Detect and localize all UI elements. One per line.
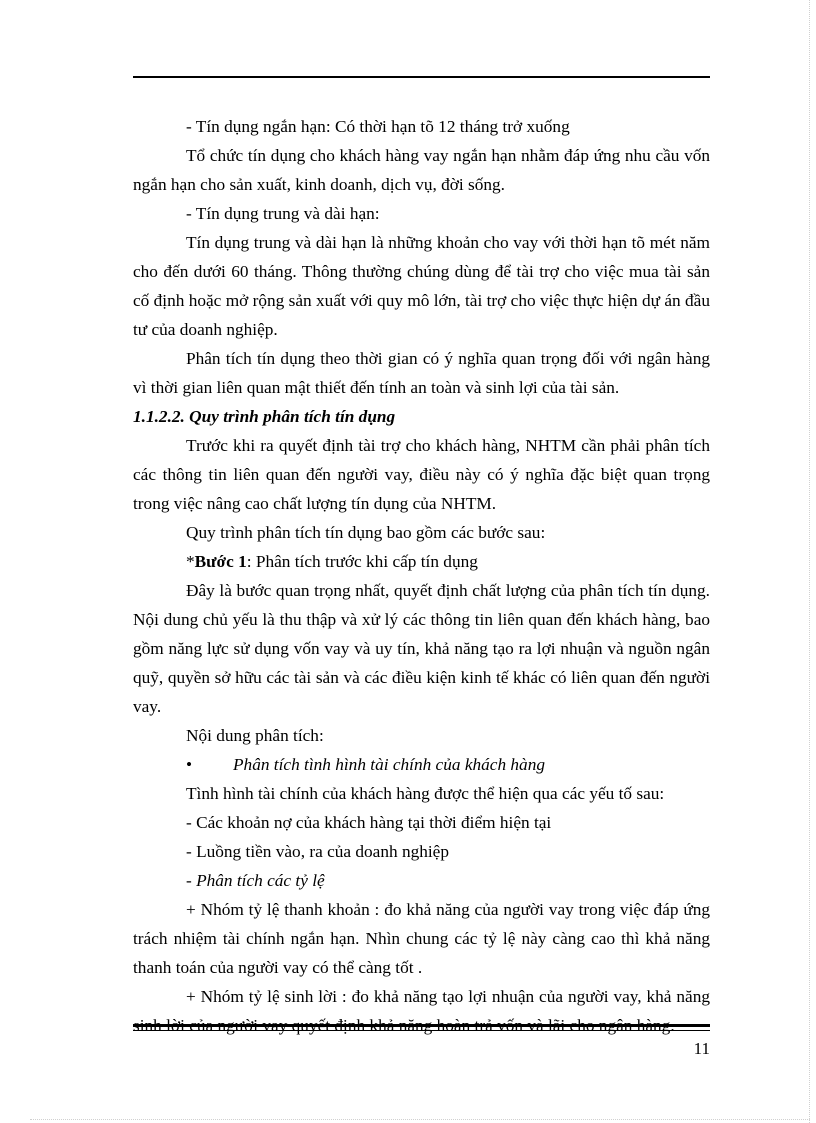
step-desc: : Phân tích trước khi cấp tín dụng: [246, 552, 478, 571]
step-label: Bước 1: [194, 552, 247, 571]
paragraph-profitability-ratio: + Nhóm tỷ lệ sinh lời : đo khả năng tạo lợi nhuận của người vay, khả năng sinh lời của người vay quyết định khả năng hoàn trả vốn và lãi cho ngân hàng.: [133, 987, 710, 1035]
paragraph-short-term-desc: Tổ chức tín dụng cho khách hàng vay ngắn hạn nhằm đáp ứng nhu cầu vốn ngắn hạn cho sản xuất, kinh doanh, dịch vụ, đời sống.: [133, 146, 710, 194]
bullet-text: Phân tích tình hình tài chính của khách hàng: [233, 755, 545, 774]
paragraph-debts: - Các khoản nợ của khách hàng tại thời điểm hiện tại: [186, 813, 552, 832]
footer-rule-thick: [133, 1024, 710, 1027]
body-text: [133, 112, 710, 1040]
paragraph-liquidity-ratio: + Nhóm tỷ lệ thanh khoản : đo khả năng của người vay trong việc đáp ứng trách nhiệm tài chính ngắn hạn. Nhìn chung các tỷ lệ này càng cao thì khả năng thanh toán của người vay có thể càng tốt .: [133, 900, 710, 977]
paragraph-short-term-credit: - Tín dụng ngắn hạn: Có thời hạn tõ 12 tháng trở xuống: [186, 117, 570, 136]
page-number: 11: [693, 1039, 710, 1058]
paragraph-step-1-desc: Đây là bước quan trọng nhất, quyết định chất lượng của phân tích tín dụng. Nội dung chủ yếu là thu thập và xử lý các thông tin liên quan đến khách hàng, bao gồm năng lực sử dụng vốn vay và uy tín, khả năng tạo ra lợi nhuận và nguồn ngân quỹ, quyền sở hữu các tài sản và các điều kiện kinh tế khác có liên quan đến người vay.: [133, 581, 710, 716]
paragraph-cash-flow: - Luồng tiền vào, ra của doanh nghiệp: [186, 842, 449, 861]
header-rule: [133, 76, 710, 78]
section-heading: 1.1.2.2. Quy trình phân tích tín dụng: [133, 407, 396, 426]
paragraph-credit-by-time: Phân tích tín dụng theo thời gian có ý nghĩa quan trọng đối với ngân hàng vì thời gian liên quan mật thiết đến tính an toàn và sinh lợi của tài sản.: [133, 349, 710, 397]
footer-rule-thin: [133, 1030, 710, 1031]
ratio-label: Phân tích các tỷ lệ: [196, 871, 325, 890]
paragraph-financial-status: Tình hình tài chính của khách hàng được thể hiện qua các yếu tố sau:: [186, 784, 665, 803]
paragraph-analysis-content: Nội dung phân tích:: [186, 726, 324, 745]
paragraph-process-steps: Quy trình phân tích tín dụng bao gồm các bước sau:: [186, 523, 546, 542]
paragraph-before-decision: Trước khi ra quyết định tài trợ cho khách hàng, NHTM cần phải phân tích các thông tin liên quan đến người vay, điều này có ý nghĩa đặc biệt quan trọng trong việc nâng cao chất lượng tín dụng của NHTM.: [133, 436, 710, 513]
paragraph-ratio-analysis: [133, 866, 710, 895]
page-edge: [809, 0, 816, 1123]
step-prefix: *: [186, 552, 195, 571]
paragraph-medium-long-desc: Tín dụng trung và dài hạn là những khoản cho vay với thời hạn tõ mét năm cho đến dưới 60 tháng. Thông thường chúng dùng để tài trợ cho việc mua tài sản cố định hoặc mở rộng sản xuất với quy mô lớn, tài trợ cho việc thực hiện dự án đầu tư của doanh nghiệp.: [133, 233, 710, 339]
page-bottom-edge: [30, 1119, 810, 1120]
ratio-dash: -: [186, 871, 197, 890]
paragraph-medium-long-term: - Tín dụng trung và dài hạn:: [186, 204, 380, 223]
paragraph-step-1: [133, 547, 710, 576]
bullet-item: [133, 750, 710, 779]
bullet-icon: •: [186, 755, 193, 774]
